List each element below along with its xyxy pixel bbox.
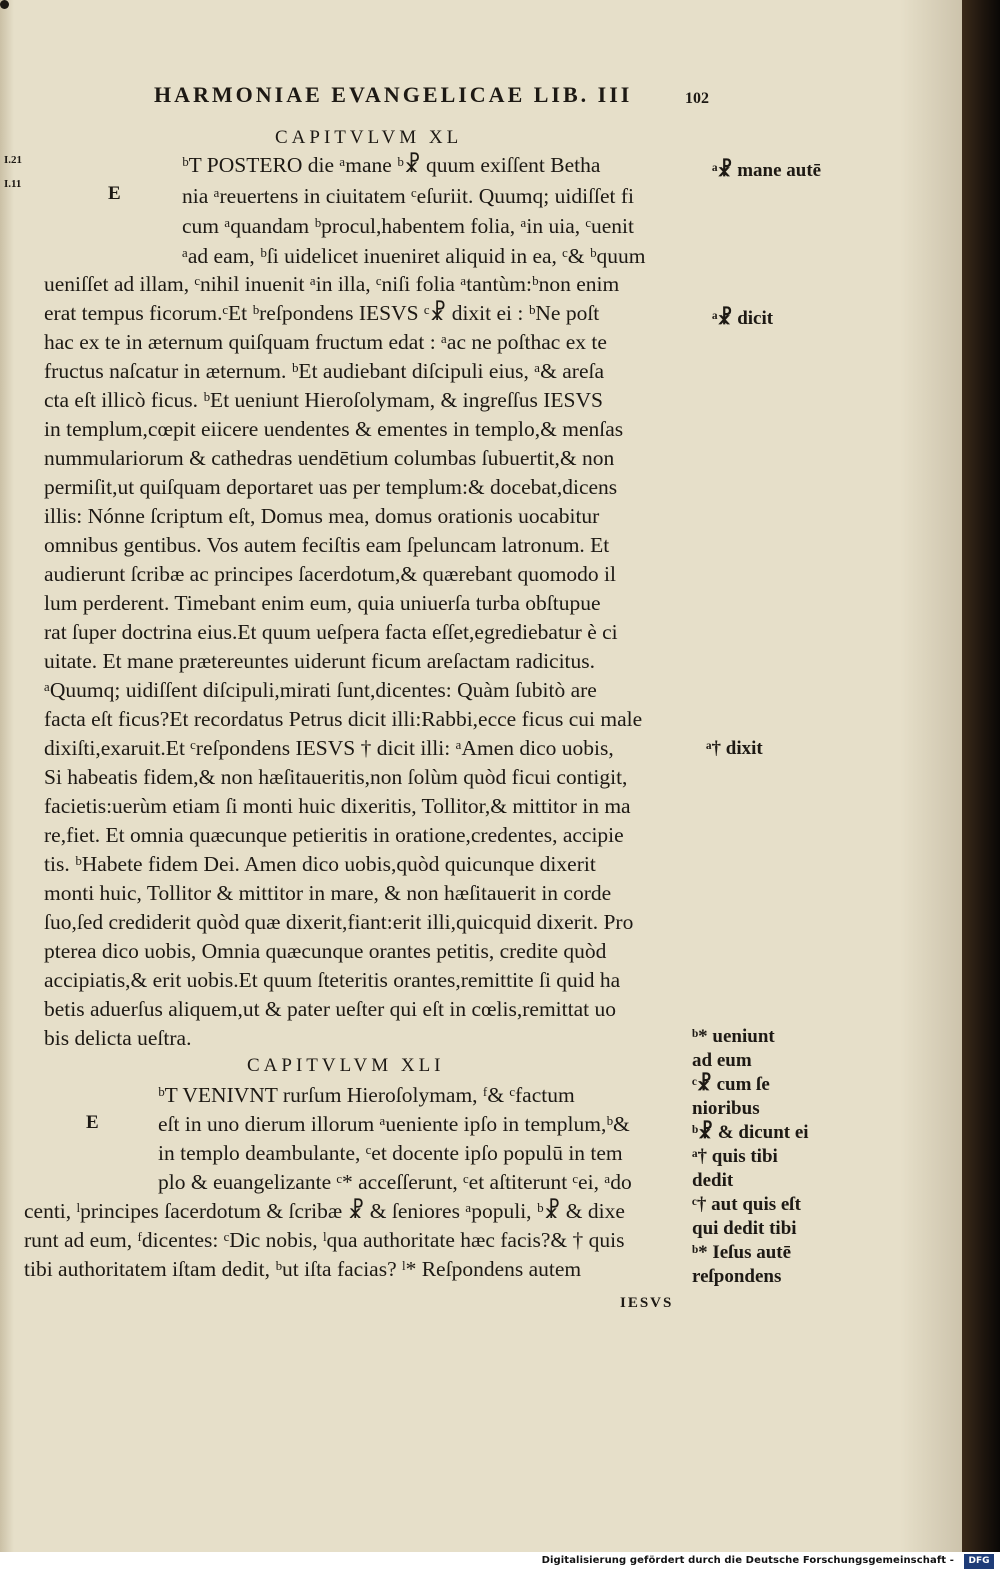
text-line: eſt in uno dierum illorum ᵃueniente ipſo in templum,ᵇ&	[158, 1112, 630, 1136]
text-line: lum perderent. Timebant enim eum, quia uniuerſa turba obſtupue	[44, 591, 601, 615]
folio-number: 102	[685, 90, 709, 107]
book-spine	[962, 0, 1000, 1552]
text-line: nia ᵃreuertens in ciuitatem ᶜeſuriit. Quumq; uidiſſet fi	[182, 184, 635, 208]
text-line: in templo deambulante, ᶜet docente ipſo populū in tem	[158, 1141, 623, 1165]
text-line: re,fiet. Et omnia quæcunque petieritis in oratione,credentes, accipie	[44, 823, 624, 847]
text-line: ᵃQuumq; uidiſſent diſcipuli,mirati ſunt,dicentes: Quàm ſubitò are	[44, 678, 597, 702]
text-line: monti huic, Tollitor & mittitor in mare, & non hæſitauerit in corde	[44, 881, 612, 905]
dfg-logo: DFG	[964, 1554, 994, 1569]
margin-note: ᶜ† aut quis eſt	[692, 1194, 801, 1215]
footer-bar	[0, 1552, 1000, 1573]
text-line: uitate. Et mane prætereuntes uiderunt ficum areſactam radicitus.	[44, 649, 596, 673]
margin-note: ᶜ☧ cum ſe	[692, 1074, 770, 1095]
text-line: cum ᵃquandam ᵇprocul,habentem folia, ᵃin uia, ᶜuenit	[182, 214, 634, 238]
text-line: facietis:uerùm etiam ſi monti huic dixeritis, Tollitor,& mittitor in ma	[44, 794, 631, 818]
margin-note: ad eum	[692, 1050, 752, 1071]
text-line: cta eſt illicò ficus. ᵇEt ueniunt Hieroſolymam, & ingreſſus IESVS	[44, 388, 603, 412]
text-line: centi, ˡprincipes ſacerdotum & ſcribæ ☧ & ſeniores ᵃpopuli, ᵇ☧ & dixe	[24, 1199, 625, 1223]
text-line: rat ſuper doctrina eius.Et quum ueſpera facta eſſet,egrediebatur è ci	[44, 620, 618, 644]
text-line: bis delicta ueſtra.	[44, 1026, 192, 1050]
text-line: ueniſſet ad illam, ᶜnihil inuenit ᵃin illa, ᶜniſi folia ᵃtantùm:ᵇnon enim	[44, 272, 620, 296]
text-line: ſuo,ſed crediderit quòd quæ dixerit,fiant:erit illi,quicquid dixerit. Pro	[44, 910, 634, 934]
text-line: in templum,cœpit eiicere uendentes & ementes in templo,& menſas	[44, 417, 624, 441]
text-line: pterea dico uobis, Omnia quæcunque orantes petitis, credite quòd	[44, 939, 607, 963]
text-line: permiſit,ut quiſquam deportaret uas per templum:& docebat,dicens	[44, 475, 618, 499]
text-line: tis. ᵇHabete fidem Dei. Amen dico uobis,quòd quicunque dixerit	[44, 852, 596, 876]
margin-note: ᵃ☧ dicit	[712, 308, 774, 329]
margin-note: ᵃ† dixit	[706, 738, 763, 759]
funding-notice: Digitalisierung gefördert durch die Deutsche Forschungsgemeinschaft -	[541, 1555, 954, 1566]
text-line: dixiſti,exaruit.Et ᶜreſpondens IESVS † dicit illi: ᵃAmen dico uobis,	[44, 736, 614, 760]
margin-note: ᵇ* ueniunt	[692, 1026, 775, 1047]
margin-note: nioribus	[692, 1098, 760, 1119]
margin-note: ᵃ☧ mane autē	[712, 160, 822, 181]
margin-note: ᵇ☧ & dicunt ei	[692, 1122, 809, 1143]
margin-note: ᵇ* Ieſus autē	[692, 1242, 792, 1263]
text-line: accipiatis,& erit uobis.Et quum ſteteritis orantes,remittite ſi quid ha	[44, 968, 621, 992]
text-line: hac ex te in æternum quiſquam fructum edat : ᵃac ne poſthac ex te	[44, 330, 607, 354]
chapter-title: CAPITVLVM XL	[275, 127, 463, 148]
section-marker: E	[86, 1112, 99, 1133]
catchword: IESVS	[620, 1295, 674, 1311]
margin-dot	[0, 0, 9, 9]
text-line: audierunt ſcribæ ac principes ſacerdotum,& quærebant quomodo il	[44, 562, 616, 586]
text-line: illis: Nónne ſcriptum eſt, Domus mea, domus orationis uocabitur	[44, 504, 600, 528]
text-line: fructus naſcatur in æternum. ᵇEt audiebant diſcipuli eius, ᵃ& areſa	[44, 359, 605, 383]
section-marker: E	[108, 183, 121, 204]
text-line: runt ad eum, ᶠdicentes: ᶜDic nobis, ˡqua authoritate hæc facis?& † quis	[24, 1228, 625, 1252]
text-line: erat tempus ficorum.ᶜEt ᵇreſpondens IESVS ᶜ☧ dixit ei : ᵇNe poſt	[44, 301, 600, 325]
margin-note: ᵃ† quis tibi	[692, 1146, 778, 1167]
margin-note: dedit	[692, 1170, 734, 1191]
text-line: ᵇT VENIVNT rurſum Hieroſolymam, ᶠ& ᶜfactum	[158, 1083, 575, 1107]
text-line: ᵃad eam, ᵇſi uidelicet inueniret aliquid in ea, ᶜ& ᵇquum	[182, 244, 646, 268]
text-line: nummulariorum & cathedras uendētium columbas ſubuertit,& non	[44, 446, 615, 470]
text-line: plo & euangelizante ᶜ* acceſſerunt, ᶜet aſtiterunt ᶜei, ᵃdo	[158, 1170, 632, 1194]
text-line: Si habeatis fidem,& non hæſitaueritis,non ſolùm quòd ficui contigit,	[44, 765, 628, 789]
text-line: tibi authoritatem iſtam dedit, ᵇut iſta facias? ˡ* Reſpondens autem	[24, 1257, 582, 1281]
margin-note: reſpondens	[692, 1266, 782, 1287]
margin-note: qui dedit tibi	[692, 1218, 797, 1239]
running-title: HARMONIAE EVANGELICAE LIB. III	[154, 82, 633, 107]
chapter-title: CAPITVLVM XLI	[247, 1055, 445, 1076]
left-margin-ref: I.11	[4, 178, 22, 190]
text-line: omnibus gentibus. Vos autem feciſtis eam ſpeluncam latronum. Et	[44, 533, 610, 557]
text-line: ᵇT POSTERO die ᵃmane ᵇ☧ quum exiſſent Betha	[182, 153, 601, 177]
left-margin-ref: I.21	[4, 154, 23, 166]
text-line: betis aduerſus aliquem,ut & pater ueſter qui eſt in cœlis,remittat uo	[44, 997, 616, 1021]
text-line: facta eſt ficus?Et recordatus Petrus dicit illi:Rabbi,ecce ficus cui male	[44, 707, 643, 731]
